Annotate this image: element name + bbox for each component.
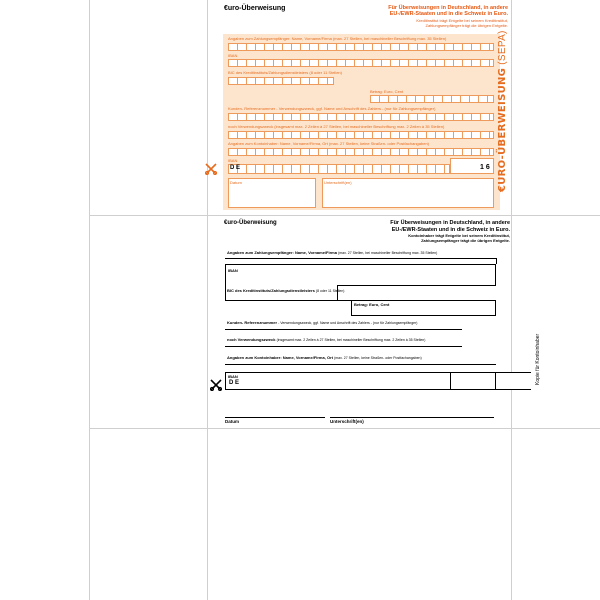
- copy-payer-label: [227, 355, 422, 361]
- scissors-icon-copy: [210, 378, 222, 396]
- copy-date-line: [225, 417, 325, 418]
- top-iban2-label: IBAN: [228, 158, 238, 163]
- copy-iban2-label: IBAN: [228, 374, 238, 379]
- copy-reference-label: [227, 320, 417, 326]
- section-divider-1: [89, 215, 600, 216]
- page-divider-right: [207, 0, 208, 600]
- copy-purpose-line: [225, 346, 462, 347]
- copy-signature-label: Unterschrift(en): [330, 419, 364, 424]
- top-iban2-prefix: D E: [230, 165, 241, 171]
- copy-signature-line: [330, 417, 494, 418]
- copy-amount-label: Betrag: Euro, Cent: [354, 302, 390, 307]
- top-payer-field[interactable]: [228, 148, 494, 156]
- top-signature-label: Unterschrift(en): [324, 180, 352, 185]
- top-form-sub-line1: Kreditinstitut trägt Entgelte bei seinem Kreditinstitut,: [416, 18, 508, 23]
- top-vertical-sepa: (SEPA): [497, 30, 508, 65]
- copy-recipient-label: [227, 250, 437, 256]
- copy-recipient-line: [225, 258, 496, 259]
- copy-bic-label-small: (8 oder 11 Stellen): [315, 289, 345, 293]
- copy-payer-label-text: Angaben zum Kontoinhaber: Name, Vorname/Firma, Ort: [227, 355, 333, 360]
- copy-purpose-label-text: noch Verwendungszweck: [227, 337, 276, 342]
- top-recipient-field[interactable]: [228, 43, 494, 51]
- top-vertical-title: [497, 30, 508, 192]
- copy-form-title: €uro-Überweisung: [224, 220, 277, 226]
- copy-iban2-prefix: D E: [229, 380, 240, 386]
- top-payer-label: Angaben zum Kontoinhaber: Name, Vorname/Firma, Ort (max. 27 Stellen, keine Straßen- oder Postfachangaben): [228, 141, 429, 146]
- copy-purpose-label: [227, 337, 425, 343]
- top-purpose-label: noch Verwendungszweck (insgesamt max. 2 Zeilen à 27 Stellen, bei maschineller Beschriftung max. 2 Zeilen à 35 Stellen): [228, 124, 445, 129]
- top-form-title: €uro-Überweisung: [224, 5, 286, 12]
- copy-form-header-line1: Für Überweisungen in Deutschland, in andere: [390, 220, 510, 226]
- copy-bic-label-text: BIC des Kreditinstituts/Zahlungsdienstleisters: [227, 288, 315, 293]
- top-recipient-label: Angaben zum Zahlungsempfänger: Name, Vorname/Firma (max. 27 Stellen, bei maschineller Beschriftung max. 35 Stellen): [228, 36, 447, 41]
- top-form-header: [360, 5, 508, 17]
- copy-reference-label-small: - Verwendungszweck, ggf. Name und Anschrift des Zahlers - (nur für Zahlungsempfänger): [278, 321, 418, 325]
- copy-payer-label-small: (max. 27 Stellen, keine Straßen- oder Postfachangaben): [334, 356, 422, 360]
- copy-check-digit-field[interactable]: [450, 372, 496, 390]
- copy-form-sub-line2: Zahlungsempfänger trägt die übrigen Entgelte.: [421, 237, 510, 243]
- top-amount-field[interactable]: [370, 95, 494, 103]
- copy-form-subheader: [360, 234, 510, 243]
- copy-recipient-label-text: Angaben zum Zahlungsempfänger: Name, Vorname/Firma: [227, 250, 337, 255]
- copy-reference-label-text: Kunden- Referenznummer: [227, 320, 278, 325]
- copy-recipient-label-small: (max. 27 Stellen, bei maschineller Beschriftung max. 35 Stellen): [338, 251, 438, 255]
- copy-reference-line: [225, 329, 462, 330]
- page-divider-left: [89, 0, 90, 600]
- copy-form-header-line2: EU-/EWR-Staaten und in die Schweiz in Euro.: [391, 226, 510, 233]
- top-bic-label: BIC des Kreditinstituts/Zahlungsdienstleisters (8 oder 11 Stellen): [228, 70, 342, 75]
- top-purpose-field[interactable]: [228, 131, 494, 139]
- top-form-subheader: [360, 19, 508, 28]
- top-vertical-title-text: €URO-ÜBERWEISUNG: [497, 67, 508, 192]
- top-bic-field[interactable]: [228, 77, 334, 85]
- scissors-icon: [205, 162, 217, 180]
- top-reference-field[interactable]: [228, 113, 494, 121]
- copy-iban-label: IBAN: [228, 268, 238, 273]
- top-reference-label: Kunden- Referenznummer - Verwendungszweck, ggf. Name und Anschrift des Zahlers - (nur für Zahlungsempfänger): [228, 106, 436, 111]
- page-divider-edge: [511, 0, 512, 600]
- copy-form-header: [360, 220, 510, 233]
- copy-form-sub-line1: Kontoinhaber trägt Entgelte bei seinem Kreditinstitut,: [408, 233, 510, 238]
- copy-payer-line: [225, 364, 496, 365]
- copy-purpose-label-small: (insgesamt max. 2 Zeilen à 27 Stellen, bei maschineller Beschriftung max. 2 Zeilen à 35 Stellen): [276, 338, 426, 342]
- top-check-digit: 1 6: [480, 164, 490, 171]
- top-form-header-line1: Für Überweisungen in Deutschland, in andere: [388, 5, 508, 11]
- top-form-sub-line2: Zahlungsempfänger trägt die übrigen Entgelte.: [425, 22, 508, 28]
- copy-bic-label: [227, 288, 344, 294]
- top-date-label: Datum: [230, 180, 242, 185]
- copy-side-label: Kopie für Kontoinhaber: [535, 333, 541, 385]
- copy-recipient-side: [496, 258, 497, 264]
- top-iban-field[interactable]: [228, 59, 494, 67]
- copy-date-label: Datum: [225, 419, 240, 424]
- copy-bic-bottom: [338, 300, 352, 301]
- top-amount-label: Betrag: Euro, Cent: [370, 89, 404, 94]
- copy-iban-field[interactable]: [225, 264, 496, 286]
- top-form-header-line2: EU-/EWR-Staaten und in die Schweiz in Euro.: [389, 11, 508, 17]
- top-iban2-field[interactable]: [228, 164, 450, 174]
- section-divider-2: [89, 428, 600, 429]
- top-iban-label: IBAN: [228, 53, 238, 58]
